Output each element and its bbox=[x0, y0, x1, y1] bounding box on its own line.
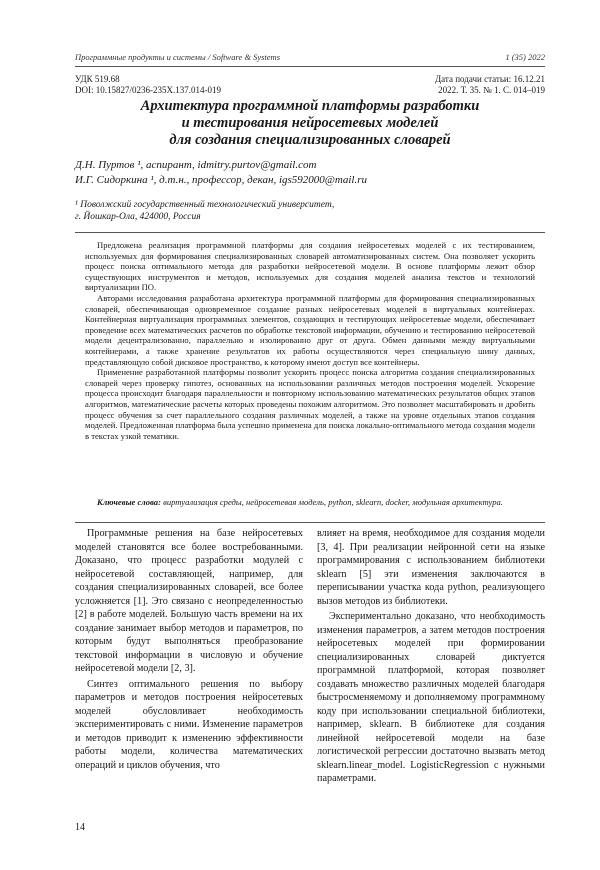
abstract-bottom-rule bbox=[75, 522, 545, 523]
body-column-right bbox=[317, 527, 545, 786]
author-2: И.Г. Сидоркина ¹, д.т.н., профессор, декан, igs592000@mail.ru bbox=[75, 174, 368, 186]
submission-date: Дата подачи статьи: 16.12.21 bbox=[435, 74, 545, 84]
abstract-paragraph-2: Авторами исследования разработана архитектура программной платформы для формирования специализированных словарей, обеспечивающая одновременное создание разных нейросетевых моделей в виртуальных контейнерах. Контейнерная виртуализация программных элементов, создающих и тестирующих нейросетевые модели, обеспечивает проведение всех математических расчетов по обработке текстовой информации, обучению и тестированию нейросетевой модели децентрализованно, параллельно и изолированно друг от друга. Обмен данными между виртуальными контейнерами, а также хранение результатов их работы осуществляются через специальную шину данных, представляющую собой дисковое пространство, к которому имеют доступ все контейнеры. bbox=[85, 292, 535, 367]
title-line-3: для создания специализированных словарей bbox=[169, 132, 451, 148]
journal-name: Программные продукты и системы / Software & Systems bbox=[75, 52, 281, 62]
author-1: Д.Н. Пуртов ¹, аспирант, idmitry.purtov@gmail.com bbox=[75, 159, 317, 171]
issue-number: 1 (35) 2022 bbox=[505, 52, 545, 62]
affiliation-line-2: г. Йошкар-Ола, 424000, Россия bbox=[75, 212, 201, 222]
abstract bbox=[85, 240, 535, 441]
page-number: 14 bbox=[75, 822, 85, 833]
article-title bbox=[75, 98, 545, 149]
keywords-label: Ключевые слова: bbox=[97, 497, 161, 507]
title-line-2: и тестирования нейросетевых моделей bbox=[181, 115, 439, 131]
body-paragraph: Синтез оптимального решения по выбору параметров и методов построения нейросетевых моделей обусловливает необходимость экспериментировать с ними. Изменение параметров и методов приводит к изменению эффективности работы модели, количества математических операций и циклов обучения, что bbox=[75, 678, 303, 771]
affiliation bbox=[75, 199, 545, 223]
abstract-paragraph-3: Применение разработанной платформы позволит ускорить процесс поиска алгоритма создания специализированных словарей через проверку гипотез, основанных на использовании различных методов построения моделей. Ускорение процесса происходит благодаря параллельности и повторному использованию математических результатов общих этапов алгоритмов, математические расчеты которых проведены похожим алгоритмом. Это позволяет масштабировать и дробить процесс обучения за счет параллельного создания различных моделей, а также на уровне отдельных этапов создания моделей. Предложенная платформа была успешно применена для поиска локально-оптимального метода создания модели в текстах узкой тематики. bbox=[85, 367, 535, 441]
abstract-paragraph-1: Предложена реализация программной платформы для создания нейросетевых моделей с их тестированием, используемых для формирования специализированных словарей автоматизированных систем. Она позволяет ускорить процесс поиска оптимального метода для разработки нейросетевой модели. В основе платформы лежит обзор существующих инструментов и методов, используемых для создания моделей анализа текстов и технологий виртуализации ПО. bbox=[85, 240, 535, 293]
body-paragraph: влияет на время, необходимое для создания модели [3, 4]. При реализации нейронной сети на языке программирования с использованием библиотеки sklearn [5] эти изменения заключаются в переписывании участка кода python, реализующего вызов методов из библиотеки. bbox=[317, 528, 545, 607]
abstract-top-rule bbox=[75, 232, 545, 233]
udc-code: УДК 519.68 bbox=[75, 74, 120, 84]
running-head bbox=[75, 52, 545, 62]
authors bbox=[75, 158, 545, 188]
keywords-list: виртуализация среды, нейросетевая модель, python, sklearn, docker, модульная архитектура. bbox=[160, 497, 503, 507]
body-paragraph: Экспериментально доказано, что необходимость изменения параметров, а затем методов построения нейросетевых моделей при формировании специализированных словарей диктуется программной платформой, которая позволяет создавать множество различных моделей благодаря быстросменяемому и дополняемому программному коду при использовании специальной библиотеки, например, sklearn. В библиотеке для создания линейной нейросетевой модели на базе логистической регрессии достаточно вызвать метод sklearn.linear_model. LogisticRegression с нужными параметрами. bbox=[317, 611, 545, 784]
body-column-left bbox=[75, 527, 303, 772]
header-rule bbox=[75, 66, 545, 67]
page-range: 2022. Т. 35. № 1. С. 014–019 bbox=[438, 85, 545, 95]
affiliation-line-1: ¹ Поволжский государственный технологический университет, bbox=[75, 200, 335, 210]
keywords bbox=[85, 497, 535, 508]
article-meta bbox=[75, 74, 545, 96]
doi: DOI: 10.15827/0236-235X.137.014-019 bbox=[75, 85, 221, 95]
body-paragraph: Программные решения на базе нейросетевых моделей становятся все более востребованными. Доказано, что процесс разработки модулей с нейросетевой составляющей, например, для создания специализированных словарей, все более усложняется [1]. Это связано с неопределенностью [2] в работе моделей. Большую часть времени на их создание занимает выбор методов и параметров, по которым будут выполняться преобразование текстовой информации в числовую и обучение нейросетевой модели [2, 3]. bbox=[75, 528, 303, 674]
title-line-1: Архитектура программной платформы разработки bbox=[140, 98, 480, 114]
